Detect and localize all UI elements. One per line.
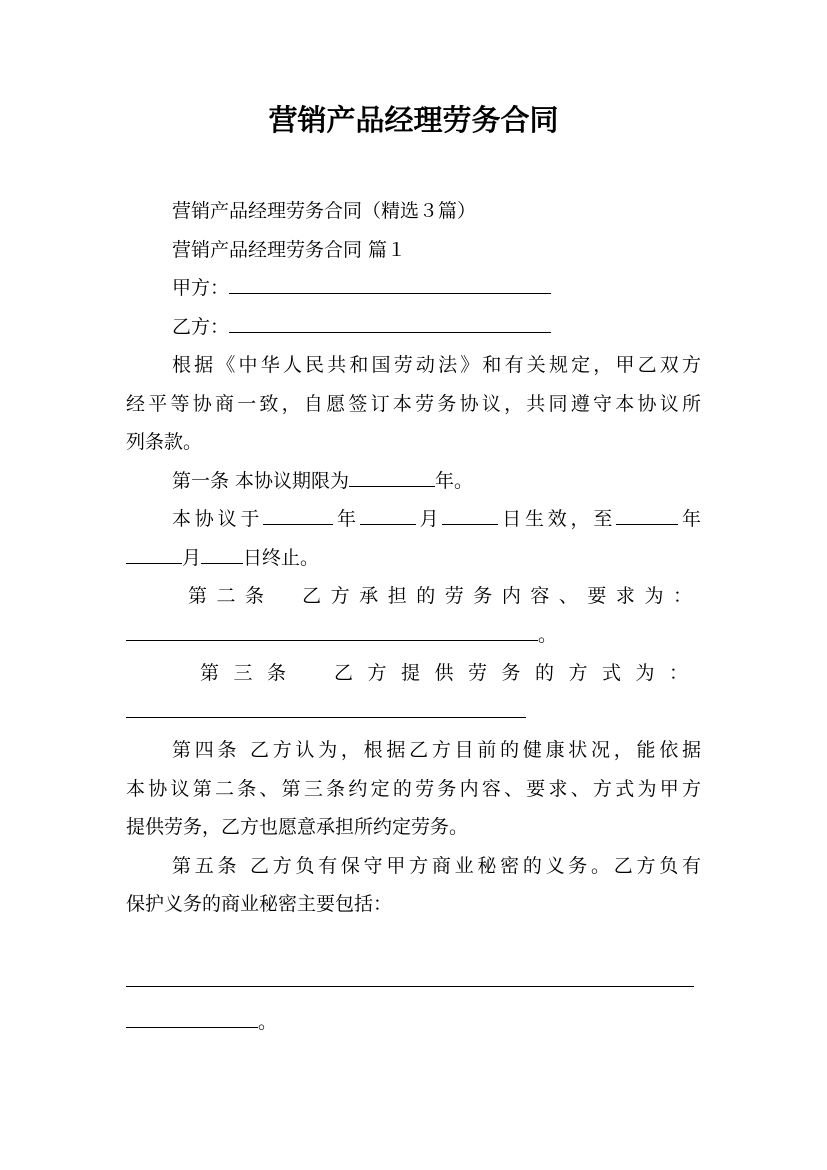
term-end-month-blank [126,541,182,564]
article-2-end: 。 [538,623,558,646]
article-1-prefix: 第一条 本协议期限为 [172,469,350,492]
term-effective-label: 日生效，至 [498,508,617,530]
party-a-line [126,269,701,308]
term-line-2 [126,539,701,578]
document-title: 营销产品经理劳务合同 [268,103,559,137]
article-5-blank-2 [126,1005,258,1028]
term-year-label: 年 [333,508,360,530]
term-start-day-blank [442,502,498,525]
article-3: 第三条 乙方提供劳务的方式为： [200,662,701,684]
article-4-line-1: 第四条 乙方认为，根据乙方目前的健康状况，能依据 [172,739,701,761]
term-start-label: 本协议于 [172,508,264,530]
subtitle: 营销产品经理劳务合同（精选３篇） [172,200,477,222]
term-start-year-blank [263,502,333,525]
article-5-line-2: 保护义务的商业秘密主要包括： [126,893,393,915]
article-1 [126,462,701,501]
term-end-suffix: 日终止。 [243,546,320,569]
term-end-day-blank [201,541,243,564]
term-start-month-blank [360,502,416,525]
term-end-month-label: 月 [182,546,202,569]
article-5-line-1: 第五条 乙方负有保守甲方商业秘密的义务。乙方负有 [172,854,701,877]
term-line-1 [126,500,701,539]
article-4-line-3: 提供劳务，乙方也愿意承担所约定劳务。 [126,816,469,838]
intro-line-2: 经平等协商一致，自愿签订本劳务协议，共同遵守本协议所 [126,392,701,415]
article-5-blank-1 [126,964,694,987]
party-b-label: 乙方： [172,315,230,338]
article-3-blank-line [126,693,701,732]
chapter-heading: 营销产品经理劳务合同 篇１ [172,238,407,261]
party-b-line [126,308,701,347]
article-1-blank [349,464,435,487]
party-a-blank [229,271,551,294]
term-month-label: 月 [415,508,443,530]
intro-line-1: 根据《中华人民共和国劳动法》和有关规定，甲乙双方 [172,354,701,376]
article-4-line-2: 本协议第二条、第三条约定的劳务内容、要求、方式为甲方 [126,777,701,800]
article-1-suffix: 年。 [435,469,474,492]
article-2-blank-line [126,616,701,655]
party-b-blank [229,310,551,333]
article-5-blank-full [126,962,701,1001]
document-body [126,192,701,1041]
article-2-blank [126,618,538,641]
intro-line-3: 列条款。 [126,431,203,453]
article-5-blank-line [126,1003,701,1042]
spacer [126,924,701,963]
term-end-year-blank [616,502,678,525]
article-5-end: 。 [258,1010,278,1033]
term-end-year-label: 年 [678,508,701,530]
article-2: 第二条 乙方承担的劳务内容、要求为： [188,585,701,607]
article-3-blank [126,695,526,718]
party-a-label: 甲方： [172,277,230,299]
